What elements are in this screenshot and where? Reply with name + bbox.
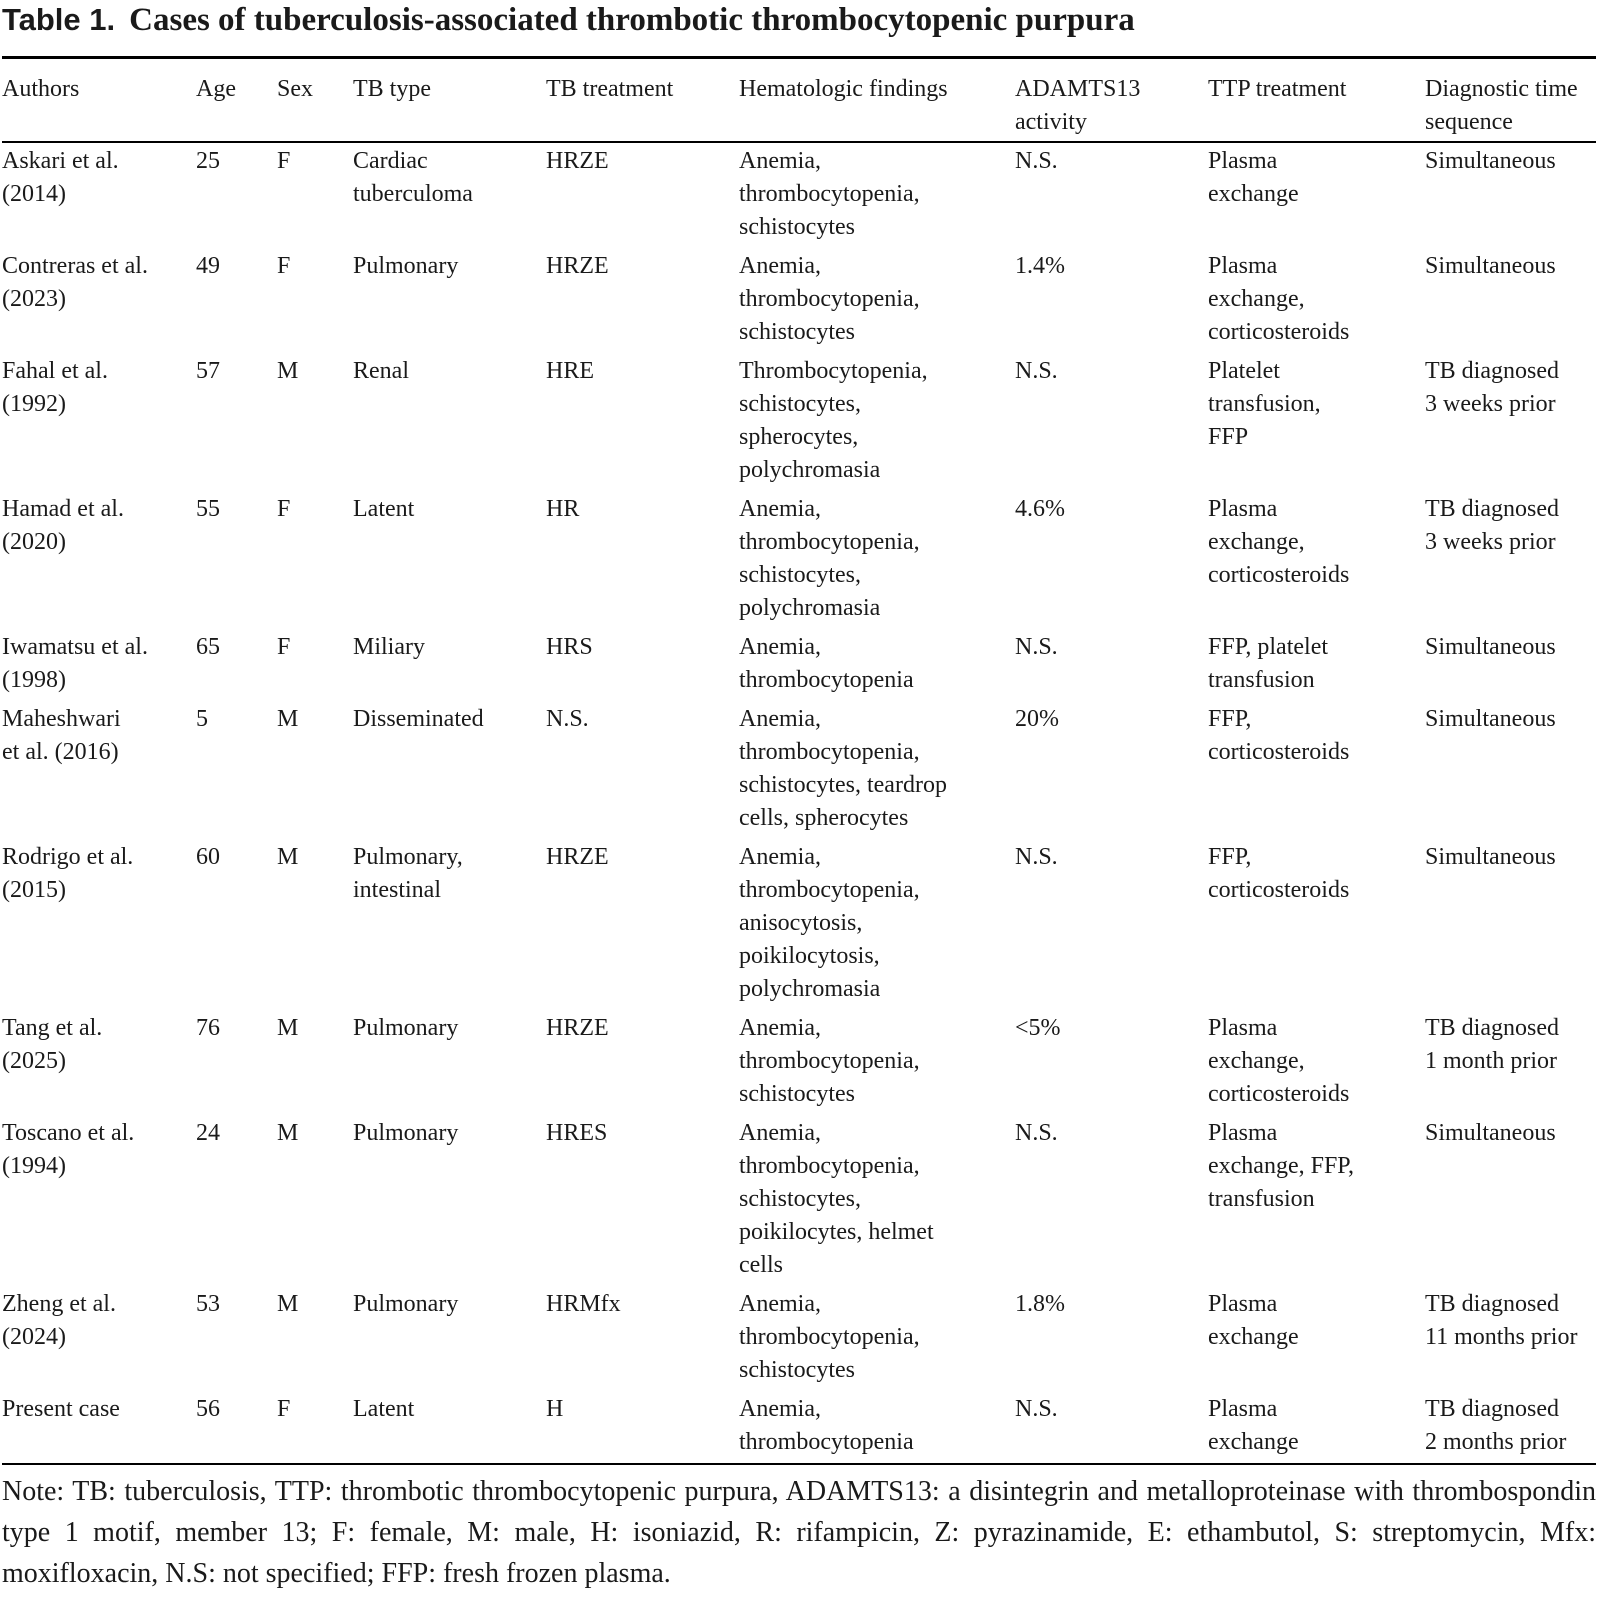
cell-diagnostic-time-sequence: TB diagnosed 1 month prior [1425, 1015, 1559, 1074]
header-ttp-treatment: TTP treatment [1208, 76, 1347, 102]
cell-authors: Askari et al. (2014) [2, 148, 119, 207]
table-row [2, 353, 1596, 491]
cell-age: 57 [196, 358, 220, 384]
cell-diagnostic-time-sequence: TB diagnosed 2 months prior [1425, 1396, 1567, 1455]
cell-ttp-treatment: Plasma exchange [1208, 1291, 1299, 1350]
table-note: Note: TB: tuberculosis, TTP: thrombotic thrombocytopenic purpura, ADAMTS13: a disintegrin and metalloproteinase with thrombospondin type 1 motif, member 13; F: female, M: male, H: isoniazid, R: rifampicin, Z: pyrazinamide, E: ethambutol, S: streptomycin, Mfx: moxifloxacin, N.S: not specified; FFP: fresh frozen plasma. [2, 1476, 1596, 1589]
cell-authors: Toscano et al. (1994) [2, 1120, 135, 1179]
cell-hematologic-findings: Anemia, thrombocytopenia, schistocytes [739, 1015, 920, 1107]
cell-age: 76 [196, 1015, 220, 1041]
cell-age: 25 [196, 148, 220, 174]
cell-tb-type: Miliary [353, 634, 425, 660]
cell-adamts13-activity: 20% [1015, 706, 1059, 732]
table-row [2, 142, 1596, 248]
cell-tb-type: Pulmonary [353, 253, 459, 279]
cell-hematologic-findings: Anemia, thrombocytopenia, schistocytes [739, 253, 920, 345]
cell-tb-type: Renal [353, 358, 409, 384]
cases-table [2, 56, 1596, 1465]
cell-adamts13-activity: 1.8% [1015, 1291, 1065, 1317]
cell-authors: Contreras et al. (2023) [2, 253, 148, 312]
cell-authors: Zheng et al. (2024) [2, 1291, 116, 1350]
cell-tb-treatment: H [546, 1396, 564, 1422]
cell-tb-treatment: HRE [546, 358, 594, 384]
header-adamts13-activity: ADAMTS13 activity [1015, 76, 1141, 135]
header-tb-type: TB type [353, 76, 431, 102]
cell-authors: Iwamatsu et al. (1998) [2, 634, 148, 693]
cell-adamts13-activity: N.S. [1015, 634, 1058, 660]
cell-tb-type: Latent [353, 1396, 415, 1422]
table-row [2, 1391, 1596, 1464]
cell-hematologic-findings: Thrombocytopenia, schistocytes, spherocytes, polychromasia [739, 358, 928, 483]
table-body [2, 142, 1596, 1464]
cell-sex: M [277, 1291, 299, 1317]
cell-hematologic-findings: Anemia, thrombocytopenia [739, 1396, 914, 1455]
cell-diagnostic-time-sequence: Simultaneous [1425, 253, 1556, 279]
cell-age: 49 [196, 253, 220, 279]
cell-adamts13-activity: 4.6% [1015, 496, 1065, 522]
header-tb-treatment: TB treatment [546, 76, 674, 102]
cell-adamts13-activity: N.S. [1015, 1396, 1058, 1422]
cell-sex: F [277, 496, 291, 522]
table-row [2, 1115, 1596, 1286]
cell-sex: F [277, 1396, 291, 1422]
cell-tb-type: Pulmonary [353, 1291, 459, 1317]
cell-authors: Hamad et al. (2020) [2, 496, 124, 555]
table-row [2, 701, 1596, 839]
cell-ttp-treatment: Plasma exchange [1208, 148, 1299, 207]
cell-adamts13-activity: N.S. [1015, 358, 1058, 384]
cell-authors: Maheshwari et al. (2016) [2, 706, 121, 765]
table-row [2, 248, 1596, 353]
cell-tb-type: Pulmonary, intestinal [353, 844, 463, 903]
cell-diagnostic-time-sequence: Simultaneous [1425, 634, 1556, 660]
cell-sex: F [277, 253, 291, 279]
cell-hematologic-findings: Anemia, thrombocytopenia, schistocytes, teardrop cells, spherocytes [739, 706, 947, 831]
cell-adamts13-activity: N.S. [1015, 844, 1058, 870]
cell-authors: Tang et al. (2025) [2, 1015, 103, 1074]
cell-hematologic-findings: Anemia, thrombocytopenia [739, 634, 914, 693]
header-sex: Sex [277, 76, 313, 102]
cell-tb-treatment: N.S. [546, 706, 589, 732]
cell-ttp-treatment: FFP, corticosteroids [1208, 844, 1350, 903]
cell-tb-type: Pulmonary [353, 1015, 459, 1041]
cell-sex: F [277, 634, 291, 660]
cell-age: 55 [196, 496, 220, 522]
cell-diagnostic-time-sequence: Simultaneous [1425, 706, 1556, 732]
cell-ttp-treatment: Plasma exchange, FFP, transfusion [1208, 1120, 1354, 1212]
cell-hematologic-findings: Anemia, thrombocytopenia, schistocytes [739, 1291, 920, 1383]
cell-sex: F [277, 148, 291, 174]
cell-hematologic-findings: Anemia, thrombocytopenia, schistocytes [739, 148, 920, 240]
cell-tb-treatment: HRZE [546, 1015, 609, 1041]
table-row [2, 1286, 1596, 1391]
cell-adamts13-activity: <5% [1015, 1015, 1061, 1041]
cell-sex: M [277, 358, 299, 384]
cell-diagnostic-time-sequence: Simultaneous [1425, 1120, 1556, 1146]
cell-tb-type: Disseminated [353, 706, 484, 732]
cell-tb-treatment: HRMfx [546, 1291, 621, 1317]
cell-ttp-treatment: FFP, platelet transfusion [1208, 634, 1329, 693]
cell-ttp-treatment: Plasma exchange, corticosteroids [1208, 1015, 1350, 1107]
table-row [2, 839, 1596, 1010]
header-hematologic-findings: Hematologic findings [739, 76, 948, 102]
cell-age: 60 [196, 844, 220, 870]
cell-ttp-treatment: Plasma exchange, corticosteroids [1208, 253, 1350, 345]
header-authors: Authors [2, 76, 80, 102]
table-row [2, 491, 1596, 629]
cell-age: 65 [196, 634, 220, 660]
cell-diagnostic-time-sequence: TB diagnosed 3 weeks prior [1425, 358, 1559, 417]
cell-age: 24 [196, 1120, 220, 1146]
cell-tb-type: Latent [353, 496, 415, 522]
cell-authors: Fahal et al. (1992) [2, 358, 108, 417]
cell-sex: M [277, 1015, 299, 1041]
cell-ttp-treatment: Plasma exchange, corticosteroids [1208, 496, 1350, 588]
cell-adamts13-activity: N.S. [1015, 1120, 1058, 1146]
cell-tb-treatment: HRZE [546, 148, 609, 174]
table-label: Table 1. [2, 2, 116, 37]
cell-tb-type: Cardiac tuberculoma [353, 148, 473, 207]
cell-tb-type: Pulmonary [353, 1120, 459, 1146]
cell-ttp-treatment: Plasma exchange [1208, 1396, 1299, 1455]
cell-tb-treatment: HR [546, 496, 580, 522]
cell-ttp-treatment: FFP, corticosteroids [1208, 706, 1350, 765]
cell-authors: Rodrigo et al. (2015) [2, 844, 134, 903]
cell-hematologic-findings: Anemia, thrombocytopenia, anisocytosis, poikilocytosis, polychromasia [739, 844, 920, 1002]
header-age: Age [196, 76, 236, 102]
cell-adamts13-activity: 1.4% [1015, 253, 1065, 279]
cell-diagnostic-time-sequence: TB diagnosed 11 months prior [1425, 1291, 1578, 1350]
table-caption [2, 0, 1596, 56]
cell-tb-treatment: HRZE [546, 844, 609, 870]
cell-tb-treatment: HRS [546, 634, 593, 660]
table-header-row [2, 58, 1596, 143]
cell-tb-treatment: HRZE [546, 253, 609, 279]
cell-age: 5 [196, 706, 208, 732]
cell-diagnostic-time-sequence: TB diagnosed 3 weeks prior [1425, 496, 1559, 555]
cell-age: 56 [196, 1396, 220, 1422]
cell-hematologic-findings: Anemia, thrombocytopenia, schistocytes, polychromasia [739, 496, 920, 621]
cell-adamts13-activity: N.S. [1015, 148, 1058, 174]
table-title: Cases of tuberculosis-associated thrombotic thrombocytopenic purpura [129, 2, 1135, 38]
cell-diagnostic-time-sequence: Simultaneous [1425, 844, 1556, 870]
cell-ttp-treatment: Platelet transfusion, FFP [1208, 358, 1321, 450]
document-page [2, 0, 1596, 1594]
cell-tb-treatment: HRES [546, 1120, 608, 1146]
table-row [2, 629, 1596, 701]
header-diagnostic-time-sequence: Diagnostic time sequence [1425, 76, 1578, 135]
cell-hematologic-findings: Anemia, thrombocytopenia, schistocytes, poikilocytes, helmet cells [739, 1120, 934, 1278]
cell-age: 53 [196, 1291, 220, 1317]
table-row [2, 1010, 1596, 1115]
cell-sex: M [277, 706, 299, 732]
cell-sex: M [277, 844, 299, 870]
cell-sex: M [277, 1120, 299, 1146]
cell-diagnostic-time-sequence: Simultaneous [1425, 148, 1556, 174]
cell-authors: Present case [2, 1396, 120, 1422]
